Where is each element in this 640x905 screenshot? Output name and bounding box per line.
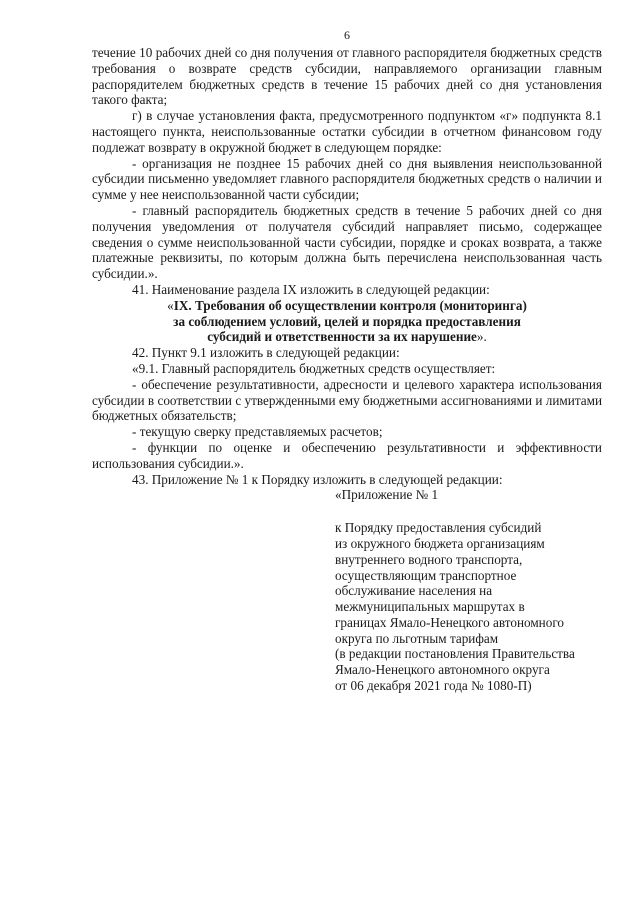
document-page [92,0,602,905]
heading-line-3: субсидий и ответственности за их нарушение [207,329,477,345]
appendix-block [335,487,602,694]
appendix-line: (в редакции постановления Правительства [335,646,575,662]
paragraph-notify-item: - организация не позднее 15 рабочих дней со дня выявления неиспользованной субсидии письменно уведомляет главного распорядителя бюджетных средств о наличии и сумме у нее неиспользованной части субсидии; [92,155,602,203]
paragraph-item-41: 41. Наименование раздела IX изложить в следующей редакции: [132,281,490,297]
appendix-line: из окружного бюджета организациям [335,535,545,551]
paragraph-item-42: 42. Пункт 9.1 изложить в следующей редакции: [132,345,400,361]
heading-line-1: IX. Требования об осуществлении контроля (мониторинга) [173,297,527,313]
paragraph-9-1: «9.1. Главный распорядитель бюджетных средств осуществляет: [132,360,496,376]
paragraph-ensure-item: - обеспечение результативности, адресности и целевого характера использования субсидии в соответствии с утвержденными ему бюджетными ассигнованиями и лимитами бюджетных обязательств; [92,376,602,424]
appendix-caption [335,520,602,694]
heading-open-quote: « [167,297,174,313]
appendix-line: обслуживание населения на [335,583,493,599]
appendix-line: от 06 декабря 2021 года № 1080-П) [335,678,532,694]
paragraph-continuation: течение 10 рабочих дней со дня получения от главного распорядителя бюджетных средств требования о возврате средств субсидии, направляемого организации главным распорядителем бюджетных средств в течение 15 рабочих дней со дня установления такого факта; [92,45,602,108]
appendix-line: Ямало-Ненецкого автономного округа [335,662,550,678]
heading-close-quote: ». [476,329,487,345]
appendix-line: внутреннего водного транспорта, [335,551,523,567]
paragraph-letter-item: - главный распорядитель бюджетных средств в течение 5 рабочих дней со дня получения уведомления от получателя субсидий направляет письмо, содержащее сведения о сумме неиспользованной части субсидии, порядке и сроках возврата, а также платежные реквизиты, по которым должна быть перечислена неиспользованная часть субсидии.». [92,202,602,282]
paragraph-reconcile-item: - текущую сверку представляемых расчетов; [132,424,383,440]
section-heading [92,298,602,345]
appendix-line: округа по льготным тарифам [335,630,499,646]
appendix-title: «Приложение № 1 [335,487,439,503]
appendix-line: осуществляющим транспортное [335,567,517,583]
appendix-line: к Порядку предоставления субсидий [335,520,542,536]
paragraph-item-43: 43. Приложение № 1 к Порядку изложить в следующей редакции: [132,471,503,487]
appendix-line: межмуниципальных маршрутах в [335,599,525,615]
appendix-line: границах Ямало-Ненецкого автономного [335,614,565,630]
paragraph-subpoint-g: г) в случае установления факта, предусмотренного подпунктом «г» подпункта 8.1 настоящего пункта, неиспользованные остатки субсидии в отчетном финансовом году подлежат возврату в окружной бюджет в следующем порядке: [92,108,602,155]
page-number: 6 [344,28,350,42]
heading-line-2: за соблюдением условий, целей и порядка предоставления [173,313,521,329]
paragraph-functions-item: - функции по оценке и обеспечению результативности и эффективности использования субсидии.». [92,439,602,471]
document-body [92,45,602,694]
